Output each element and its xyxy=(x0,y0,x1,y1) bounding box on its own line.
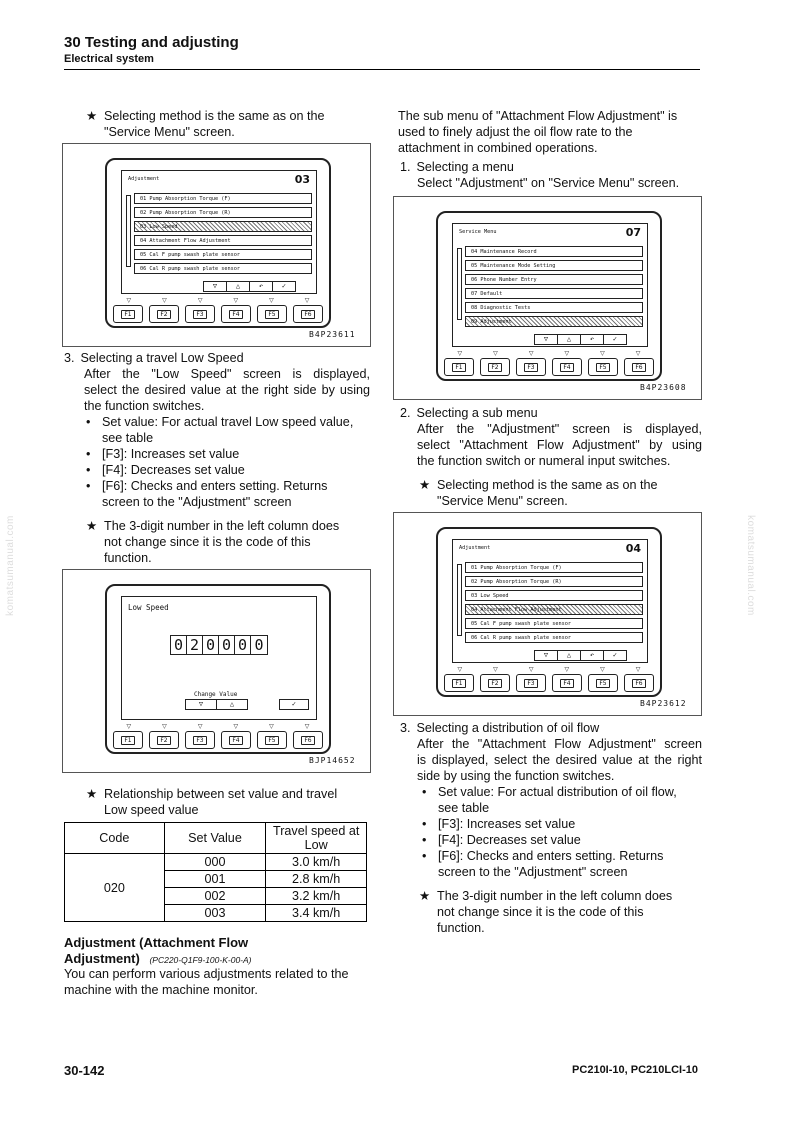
function-key-label: F4 xyxy=(229,310,242,319)
left-star-note-2: ★ The 3-digit number in the left column does not change since it is the code of this function. xyxy=(86,519,340,565)
figure-adjustment-menu-2 xyxy=(393,512,702,716)
screen-title: Adjustment xyxy=(459,545,491,551)
col-header-travel-speed: Travel speed at Low xyxy=(266,823,367,854)
menu-item[interactable]: 04 Maintenance Record xyxy=(465,246,643,257)
function-key-f1[interactable] xyxy=(444,358,474,376)
function-key-f2[interactable] xyxy=(149,731,179,749)
soft-up-button[interactable]: △ xyxy=(226,281,250,292)
function-key-label: F2 xyxy=(157,310,170,319)
soft-buttons xyxy=(204,281,296,292)
function-key-f6[interactable] xyxy=(293,731,323,749)
function-key-f1[interactable] xyxy=(113,731,143,749)
page-title: 30 Testing and adjusting xyxy=(64,34,239,51)
soft-ok-button[interactable]: ✓ xyxy=(603,334,627,345)
function-key-label: F2 xyxy=(157,736,170,745)
function-key-f5[interactable] xyxy=(588,358,618,376)
figure-service-menu xyxy=(393,196,702,400)
function-key-f6[interactable] xyxy=(624,358,654,376)
soft-ok-button[interactable]: ✓ xyxy=(279,699,309,710)
fkey-arrows: ▽ ▽ ▽ ▽ ▽ ▽ xyxy=(126,724,310,730)
function-key-label: F5 xyxy=(265,736,278,745)
menu-item[interactable]: 09 Adjustment xyxy=(465,316,643,327)
figure-code: B4P23611 xyxy=(309,330,356,339)
menu-item[interactable]: 07 Default xyxy=(465,288,643,299)
figure-code: B4P23608 xyxy=(640,383,687,392)
figure-code: B4P23612 xyxy=(640,699,687,708)
watermark-left: komatsumanual.com xyxy=(4,515,16,616)
soft-down-button[interactable]: ▽ xyxy=(185,699,217,710)
soft-back-button[interactable]: ↶ xyxy=(249,281,273,292)
menu-item[interactable]: 02 Pump Absorption Torque (R) xyxy=(465,576,643,587)
change-value-label: Change Value xyxy=(194,691,238,698)
function-key-label: F2 xyxy=(488,363,501,372)
function-key-label: F2 xyxy=(488,679,501,688)
value-digit: 0 xyxy=(171,636,187,654)
left-star-note-3: ★ Relationship between set value and travel Low speed value xyxy=(86,787,338,817)
soft-buttons xyxy=(186,699,248,710)
function-key-f6[interactable] xyxy=(624,674,654,692)
value-digit: 0 xyxy=(235,636,251,654)
function-key-label: F3 xyxy=(524,363,537,372)
menu-item[interactable]: 06 Cal R pump swash plate sensor xyxy=(465,632,643,643)
watermark-right: komatsumanual.com xyxy=(744,515,756,616)
heading-code: (PC220-Q1F9-100-K-00-A) xyxy=(149,955,252,965)
monitor-screen xyxy=(452,223,648,347)
function-key-label: F4 xyxy=(560,363,573,372)
function-key-f4[interactable] xyxy=(221,305,251,323)
section-heading: Adjustment (Attachment Flow Adjustment) (PC220-Q1F9-100-K-00-A) xyxy=(64,935,252,966)
function-key-f2[interactable] xyxy=(149,305,179,323)
menu-item[interactable]: 06 Phone Number Entry xyxy=(465,274,643,285)
soft-down-button[interactable]: ▽ xyxy=(534,650,558,661)
function-key-f5[interactable] xyxy=(257,731,287,749)
soft-ok xyxy=(280,699,309,710)
right-step-3: 3. Selecting a distribution of oil flow After the "Attachment Flow Adjustment" screen is displayed, select the desired value at the right side by using the function switches. • Set value: For actual distribution of oil flow, see table • [F3]: Increases set value • [F4]: Decreases set value • [F6]: Checks and enters setting. Returns screen to the "Adjustment" screen xyxy=(400,721,702,879)
right-star-note-1: ★ Selecting method is the same as on the "Service Menu" screen. xyxy=(419,478,658,508)
function-key-f3[interactable] xyxy=(185,305,215,323)
screen-title: Low Speed xyxy=(128,603,169,612)
function-key-label: F3 xyxy=(193,310,206,319)
screen-number: 03 xyxy=(294,173,310,186)
screen-number: 07 xyxy=(625,226,641,239)
code-cell: 020 xyxy=(65,854,165,922)
model-name: PC210I-10, PC210LCI-10 xyxy=(572,1064,698,1076)
menu-item[interactable]: 05 Cal F pump swash plate sensor xyxy=(134,249,312,260)
soft-down-button[interactable]: ▽ xyxy=(534,334,558,345)
function-key-label: F6 xyxy=(632,679,645,688)
value-digit: 2 xyxy=(187,636,203,654)
soft-up-button[interactable]: △ xyxy=(557,334,581,345)
menu-item[interactable]: 03 Low Speed xyxy=(465,590,643,601)
monitor-bezel xyxy=(436,211,662,381)
function-keys xyxy=(113,305,323,323)
table-row: 003 3.4 km/h xyxy=(65,905,367,922)
menu-item[interactable]: 04 Attachment Flow Adjustment xyxy=(465,604,643,615)
screen-title: Adjustment xyxy=(128,176,160,182)
function-key-label: F5 xyxy=(265,310,278,319)
star-icon: ★ xyxy=(86,109,98,123)
figure-code: BJP14652 xyxy=(309,756,356,765)
soft-up-button[interactable]: △ xyxy=(216,699,248,710)
scrollbar[interactable] xyxy=(126,195,131,267)
right-intro: The sub menu of "Attachment Flow Adjustment" is used to finely adjust the oil flow rate to the attachment in combined operations. xyxy=(398,109,678,155)
menu-item[interactable]: 08 Diagnostic Tests xyxy=(465,302,643,313)
right-step-2: 2. Selecting a sub menu After the "Adjustment" screen is displayed, select "Attachment Flow Adjustment" by using the function switch or numeral input switches. xyxy=(400,406,702,468)
function-key-f1[interactable] xyxy=(444,674,474,692)
speed-table xyxy=(64,822,367,922)
function-key-f3[interactable] xyxy=(516,674,546,692)
soft-back-button[interactable]: ↶ xyxy=(580,334,604,345)
page-number: 30-142 xyxy=(64,1063,105,1078)
left-step-3: 3. Selecting a travel Low Speed After the "Low Speed" screen is displayed, select the desired value at the right side by using the function switches. • Set value: For actual travel Low speed value, see table • [F3]: Increases set value • [F4]: Decreases set value • [F6]: Checks and enters setting. Returns screen to the "Adjustment" screen xyxy=(64,351,370,509)
function-key-label: F1 xyxy=(121,736,134,745)
function-keys xyxy=(113,731,323,749)
function-key-label: F3 xyxy=(524,679,537,688)
fkey-arrows: ▽ ▽ ▽ ▽ ▽ ▽ xyxy=(457,667,641,673)
screen-title: Service Menu xyxy=(459,229,497,235)
menu-item[interactable]: 02 Pump Absorption Torque (R) xyxy=(134,207,312,218)
function-key-label: F1 xyxy=(452,679,465,688)
section-paragraph: You can perform various adjustments related to the machine with the machine monitor. xyxy=(64,967,349,997)
function-key-label: F6 xyxy=(301,736,314,745)
function-key-label: F4 xyxy=(229,736,242,745)
function-keys xyxy=(444,358,654,376)
function-key-f3[interactable] xyxy=(516,358,546,376)
function-key-f3[interactable] xyxy=(185,731,215,749)
function-key-label: F6 xyxy=(632,363,645,372)
fkey-arrows: ▽ ▽ ▽ ▽ ▽ ▽ xyxy=(126,298,310,304)
function-key-f1[interactable] xyxy=(113,305,143,323)
monitor-screen xyxy=(121,170,317,294)
monitor-bezel xyxy=(105,584,331,754)
table-row: 002 3.2 km/h xyxy=(65,888,367,905)
scrollbar[interactable] xyxy=(457,564,462,636)
soft-buttons xyxy=(535,650,627,661)
fkey-arrows: ▽ ▽ ▽ ▽ ▽ ▽ xyxy=(457,351,641,357)
function-key-label: F1 xyxy=(452,363,465,372)
scrollbar[interactable] xyxy=(457,248,462,320)
soft-ok-button[interactable]: ✓ xyxy=(603,650,627,661)
menu-item[interactable]: 06 Cal R pump swash plate sensor xyxy=(134,263,312,274)
figure-low-speed xyxy=(62,569,371,773)
table-header-row xyxy=(65,823,367,854)
function-key-f2[interactable] xyxy=(480,358,510,376)
function-key-label: F3 xyxy=(193,736,206,745)
function-key-f2[interactable] xyxy=(480,674,510,692)
menu-item[interactable]: 05 Maintenance Mode Setting xyxy=(465,260,643,271)
right-step-1: 1. Selecting a menu Select "Adjustment" on "Service Menu" screen. xyxy=(400,160,680,190)
menu-item[interactable]: 01 Pump Absorption Torque (F) xyxy=(465,562,643,573)
screen-number: 04 xyxy=(625,542,641,555)
soft-buttons xyxy=(535,334,627,345)
function-key-label: F6 xyxy=(301,310,314,319)
function-key-f4[interactable] xyxy=(552,358,582,376)
monitor-bezel xyxy=(105,158,331,328)
right-star-note-2: ★ The 3-digit number in the left column does not change since it is the code of this function. xyxy=(419,889,673,935)
menu-item[interactable]: 05 Cal F pump swash plate sensor xyxy=(465,618,643,629)
function-key-label: F5 xyxy=(596,679,609,688)
function-key-label: F4 xyxy=(560,679,573,688)
figure-adjustment-menu-1 xyxy=(62,143,371,347)
monitor-screen xyxy=(121,596,317,720)
function-key-label: F1 xyxy=(121,310,134,319)
value-digit: 0 xyxy=(219,636,235,654)
soft-up-button[interactable]: △ xyxy=(557,650,581,661)
table-row: 020 000 3.0 km/h xyxy=(65,854,367,871)
col-header-code: Code xyxy=(65,823,165,854)
function-keys xyxy=(444,674,654,692)
function-key-f6[interactable] xyxy=(293,305,323,323)
function-key-f4[interactable] xyxy=(221,731,251,749)
page-subtitle: Electrical system xyxy=(64,53,154,65)
monitor-bezel xyxy=(436,527,662,697)
function-key-f5[interactable] xyxy=(257,305,287,323)
menu-item[interactable]: 04 Attachment Flow Adjustment xyxy=(134,235,312,246)
function-key-f5[interactable] xyxy=(588,674,618,692)
col-header-set-value: Set Value xyxy=(164,823,266,854)
function-key-f4[interactable] xyxy=(552,674,582,692)
soft-ok-button[interactable]: ✓ xyxy=(272,281,296,292)
monitor-screen xyxy=(452,539,648,663)
function-key-label: F5 xyxy=(596,363,609,372)
header-rule xyxy=(64,69,700,70)
menu-item[interactable]: 03 Low Speed xyxy=(134,221,312,232)
left-star-note-1: ★ Selecting method is the same as on the "Service Menu" screen. xyxy=(86,109,325,139)
menu-item[interactable]: 01 Pump Absorption Torque (F) xyxy=(134,193,312,204)
soft-down-button[interactable]: ▽ xyxy=(203,281,227,292)
soft-back-button[interactable]: ↶ xyxy=(580,650,604,661)
value-display xyxy=(170,635,268,655)
value-digit: 0 xyxy=(254,636,264,654)
value-digit: 0 xyxy=(203,636,219,654)
table-row: 001 2.8 km/h xyxy=(65,871,367,888)
